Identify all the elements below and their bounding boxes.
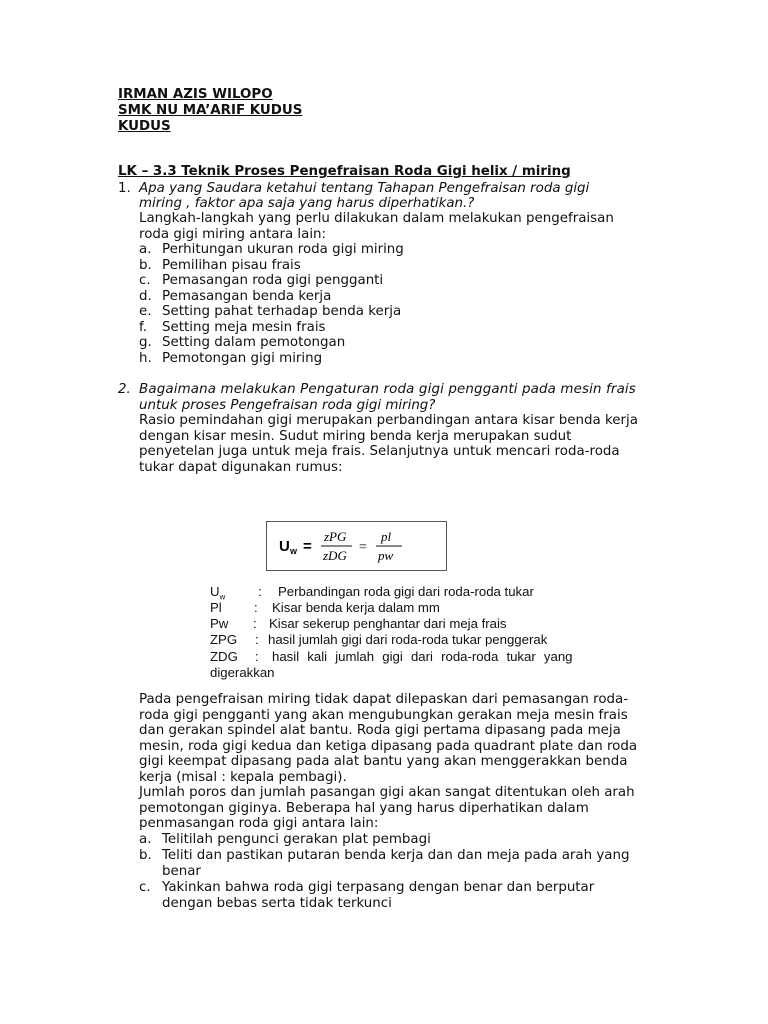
list-item: Pemasangan roda gigi pengganti (162, 273, 384, 288)
worksheet-title: LK – 3.3 Teknik Proses Pengefraisan Roda Gigi helix / miring (118, 164, 571, 179)
city-name: KUDUS (118, 119, 171, 134)
list-item: Perhitungan ukuran roda gigi miring (162, 242, 404, 257)
legend-separator: : (255, 649, 259, 664)
paragraph-line: mesin, roda gigi kedua dan ketiga dipasang pada quadrant plate dan roda (139, 739, 638, 754)
answer-2-line: tukar dapat digunakan rumus: (139, 460, 343, 475)
legend-symbol: ZPG (210, 632, 238, 647)
list-item: Setting dalam pemotongan (162, 335, 346, 350)
legend-description: hasil kali jumlah gigi dari roda-roda tukar yang (272, 649, 573, 664)
list-item-letter: c. (139, 880, 151, 895)
question-2-number: 2. (118, 382, 131, 397)
answer-1-intro: roda gigi miring antara lain: (139, 227, 327, 242)
answer-2-line: dengan kisar mesin. Sudut miring benda kerja merupakan sudut (139, 429, 572, 444)
paragraph-line: penmasangan roda gigi antara lain: (139, 816, 379, 831)
list-item: Setting pahat terhadap benda kerja (162, 304, 402, 319)
list-item-continuation: dengan bebas serta tidak terkunci (162, 896, 392, 911)
legend-symbol: Pl (210, 600, 222, 615)
paragraph-line: Jumlah poros dan jumlah pasangan gigi akan sangat ditentukan oleh arah (139, 785, 635, 800)
paragraph-line: kerja (misal : kepala pembagi). (139, 770, 347, 785)
paragraph-line: roda gigi pengganti yang akan mengubungkan gerakan meja mesin frais (139, 708, 628, 723)
legend-description: Perbandingan roda gigi dari roda-roda tukar (278, 584, 534, 599)
formula-denominator-2: pw (378, 548, 394, 563)
formula-equals: = (303, 538, 312, 555)
legend-description: Kisar benda kerja dalam mm (272, 600, 440, 615)
list-item-letter: g. (139, 335, 152, 350)
list-item-letter: d. (139, 289, 152, 304)
list-item: Yakinkan bahwa roda gigi terpasang dengan benar dan berputar (162, 880, 595, 895)
list-item-letter: a. (139, 832, 152, 847)
question-1-number: 1. (118, 181, 131, 196)
formula-box (266, 521, 447, 571)
formula-lhs: U (279, 538, 290, 555)
formula-equals-2: = (359, 540, 367, 555)
paragraph-line: dan gerakan spindel alat bantu. Roda gigi pertama dipasang pada meja (139, 723, 621, 738)
legend-symbol: Pw (210, 616, 229, 631)
answer-2-line: penyetelan juga untuk meja frais. Selanjutnya untuk mencari roda-roda (139, 444, 620, 459)
legend-symbol: ZDG (210, 649, 238, 664)
list-item: Pemasangan benda kerja (162, 289, 332, 304)
list-item: Teliti dan pastikan putaran benda kerja dan dan meja pada arah yang (162, 848, 630, 863)
list-item: Telitilah pengunci gerakan plat pembagi (162, 832, 431, 847)
formula-numerator-1: zPG (324, 529, 347, 544)
formula-svg (267, 522, 446, 570)
paragraph-line: pemotongan giginya. Beberapa hal yang harus diperhatikan dalam (139, 801, 589, 816)
school-name: SMK NU MA’ARIF KUDUS (118, 103, 303, 118)
legend-separator: : (253, 616, 257, 631)
formula-numerator-2: pl (381, 529, 392, 544)
legend-continuation: digerakkan (210, 665, 275, 680)
list-item-letter: c. (139, 273, 151, 288)
list-item: Pemilihan pisau frais (162, 258, 301, 273)
list-item-letter: h. (139, 351, 152, 366)
legend-symbol: $U_w$ (210, 584, 226, 602)
formula-denominator-1: zDG (323, 548, 347, 563)
legend-separator: : (254, 600, 258, 615)
question-1-line: miring , faktor apa saja yang harus diperhatikan.? (139, 196, 475, 211)
legend-separator: : (255, 632, 259, 647)
list-item-letter: a. (139, 242, 152, 257)
question-1-line: Apa yang Saudara ketahui tentang Tahapan Pengefraisan roda gigi (139, 181, 590, 196)
answer-1-intro: Langkah-langkah yang perlu dilakukan dalam melakukan pengefraisan (139, 211, 614, 226)
list-item-continuation: benar (162, 864, 201, 879)
paragraph-line: Pada pengefraisan miring tidak dapat dilepaskan dari pemasangan roda- (139, 692, 629, 707)
author-name: IRMAN AZIS WILOPO (118, 87, 273, 102)
list-item-letter: b. (139, 848, 152, 863)
formula-lhs-sub: w (290, 546, 298, 556)
paragraph-line: gigi keempat dipasang pada alat bantu yang akan menggerakkan benda (139, 754, 628, 769)
question-2-line: Bagaimana melakukan Pengaturan roda gigi pengganti pada mesin frais (139, 382, 636, 397)
answer-2-line: Rasio pemindahan gigi merupakan perbandingan antara kisar benda kerja (139, 413, 638, 428)
list-item-letter: e. (139, 304, 152, 319)
list-item: Setting meja mesin frais (162, 320, 326, 335)
question-2-line: untuk proses Pengefraisan roda gigi miring? (139, 398, 436, 413)
list-item-letter: f. (139, 320, 147, 335)
list-item: Pemotongan gigi miring (162, 351, 323, 366)
legend-separator: : (258, 584, 262, 599)
legend-description: Kisar sekerup penghantar dari meja frais (269, 616, 507, 631)
legend-description: hasil jumlah gigi dari roda-roda tukar penggerak (268, 632, 548, 647)
list-item-letter: b. (139, 258, 152, 273)
